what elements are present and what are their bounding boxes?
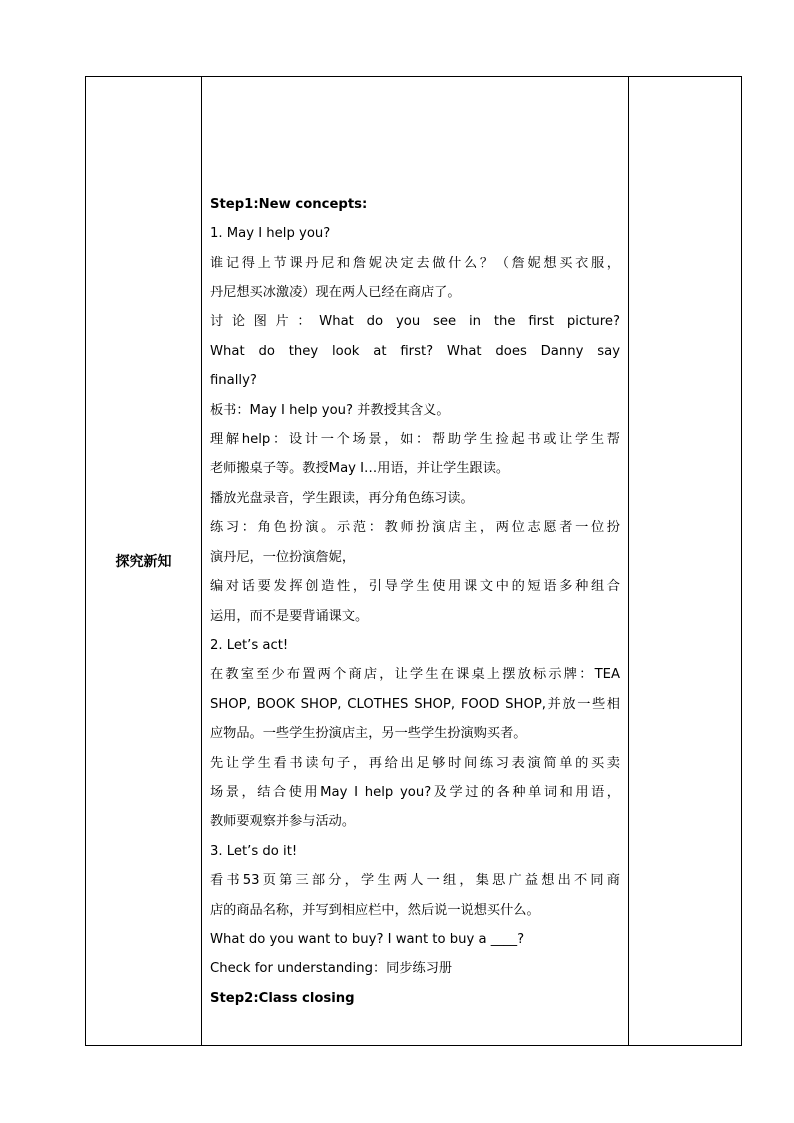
text-line: 在教室至少布置两个商店，让学生在课桌上摆放标示牌：TEA	[210, 667, 620, 683]
text-line: 演丹尼，一位扮演詹妮，	[210, 549, 356, 565]
text-line: 丹尼想买冰激凌）现在两人已经在商店了。	[210, 285, 461, 301]
part1-title: 1. May I help you?	[210, 226, 331, 242]
table-row	[86, 77, 742, 1046]
text-line: Check for understanding：同步练习册	[210, 961, 453, 977]
text-line: 场景，结合使用May I help you?及学过的各种单词和用语，	[210, 784, 620, 800]
text-line: 看书53页第三部分，学生两人一组，集思广益想出不同商	[210, 873, 620, 889]
text-line: 理解help：设计一个场景，如：帮助学生捡起书或让学生帮	[210, 432, 620, 448]
text-line: 教师要观察并参与活动。	[210, 814, 356, 830]
text-line: 先让学生看书读句子，再给出足够时间练习表演简单的买卖	[210, 755, 620, 771]
text-line: What do you want to buy? I want to buy a ____?	[210, 931, 525, 947]
lesson-plan-table	[85, 76, 742, 1046]
step1-heading: Step1:New concepts:	[210, 196, 368, 212]
text-line: 板书：May I help you? 并教授其含义。	[210, 402, 450, 418]
section-label: 探究新知	[86, 77, 202, 1046]
text-line: SHOP, BOOK SHOP, CLOTHES SHOP, FOOD SHOP,并放一些相	[210, 696, 620, 712]
text-line: 谁记得上节课丹尼和詹妮决定去做什么？（詹妮想买衣服，	[210, 255, 620, 271]
text-line: 老师搬桌子等。教授May I…用语，并让学生跟读。	[210, 461, 510, 477]
text-line: 店的商品名称，并写到相应栏中，然后说一说想买什么。	[210, 902, 540, 918]
step2-heading: Step2:Class closing	[210, 990, 355, 1006]
text-line: What do they look at first? What does Danny say	[210, 343, 620, 359]
part3-title: 3. Let’s do it!	[210, 843, 298, 859]
empty-notes-cell	[629, 77, 742, 1046]
text-line: 应物品。一些学生扮演店主，另一些学生扮演购买者。	[210, 726, 527, 742]
text-line: 编对话要发挥创造性，引导学生使用课文中的短语多种组合	[210, 579, 620, 595]
text-line: 讨论图片：What do you see in the first picture?	[210, 314, 620, 330]
text-line: finally?	[210, 373, 257, 389]
part2-title: 2. Let’s act!	[210, 637, 289, 653]
text-line: 播放光盘录音，学生跟读，再分角色练习读。	[210, 490, 474, 506]
content-cell	[202, 77, 629, 1046]
text-line: 练习：角色扮演。示范：教师扮演店主，两位志愿者一位扮	[210, 520, 620, 536]
text-line: 运用，而不是要背诵课文。	[210, 608, 369, 624]
lesson-content	[202, 109, 628, 1013]
